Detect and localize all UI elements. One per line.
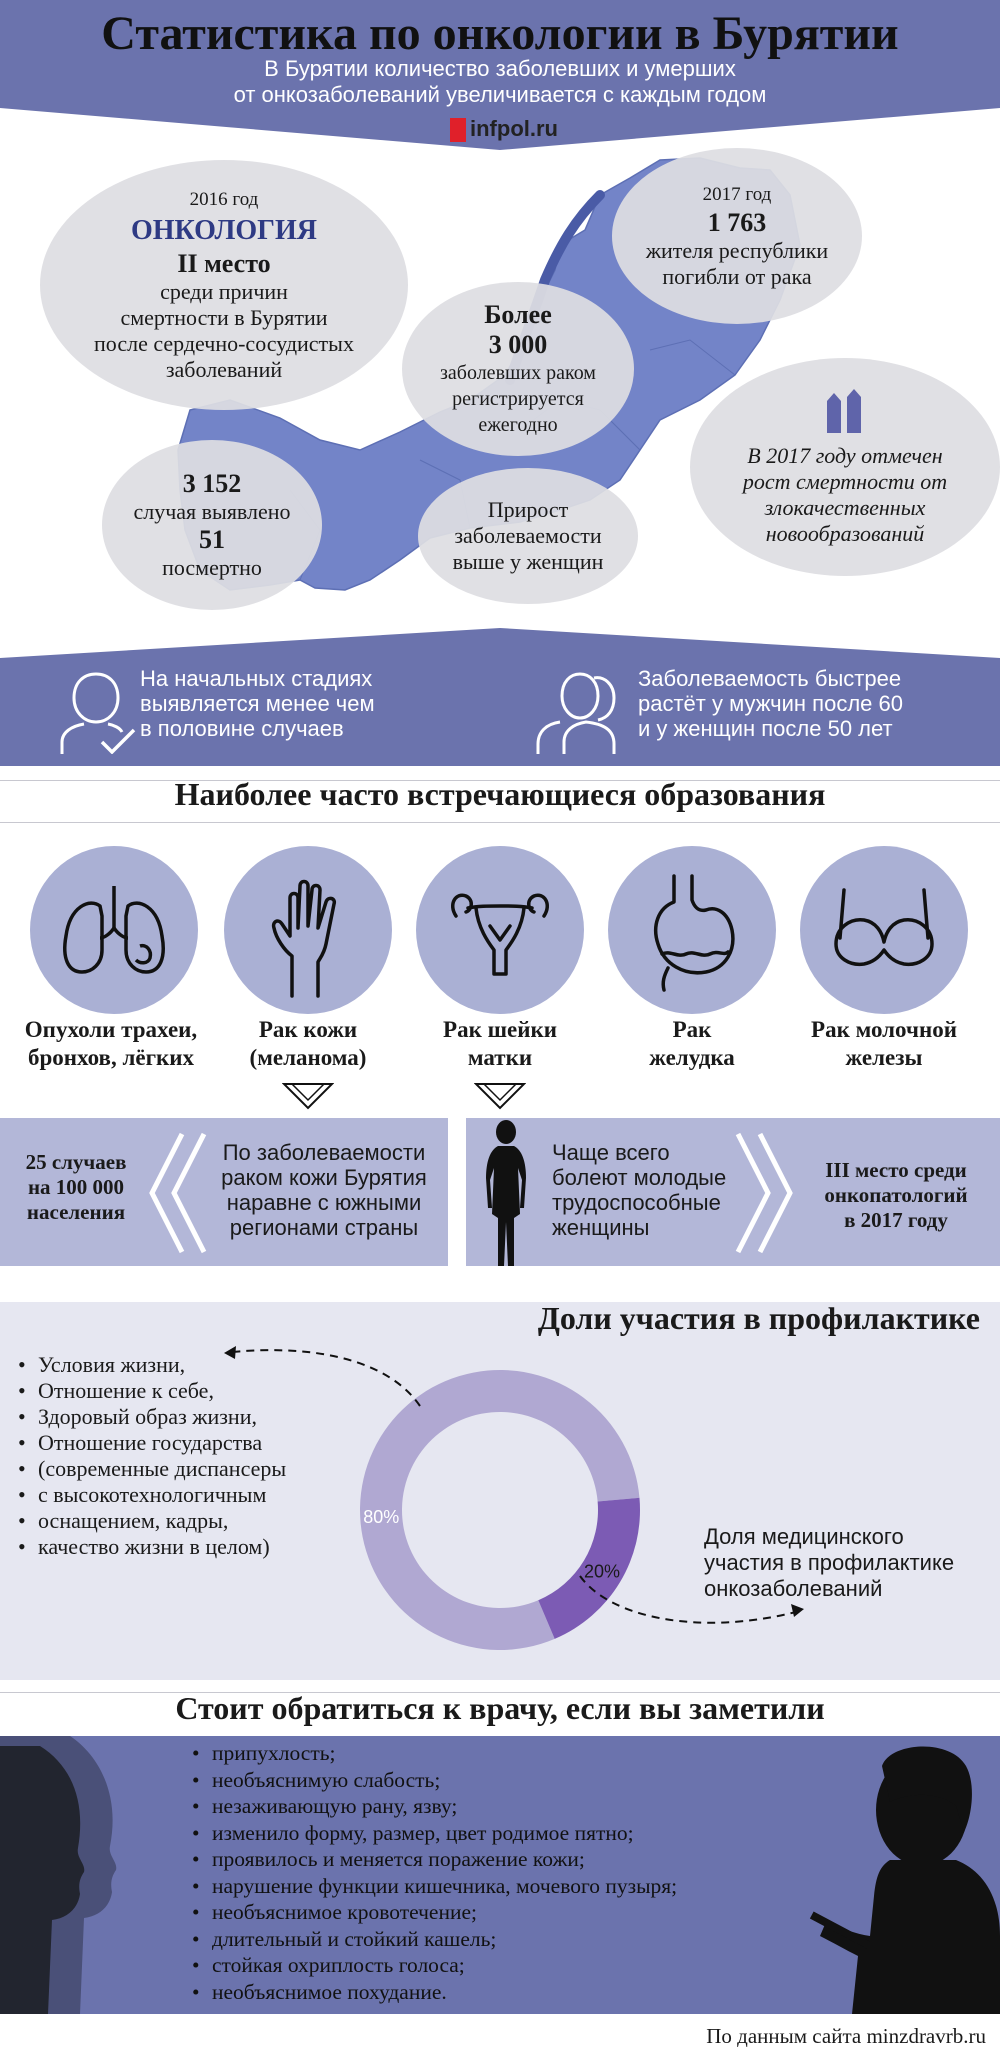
band-right-line2: растёт у мужчин после 60 xyxy=(638,691,903,716)
band-left-line2: выявляется менее чем xyxy=(140,691,375,716)
profile-silhouettes-icon xyxy=(0,1736,150,2014)
mortality-growth-bubble: В 2017 году отмечен рост смертности от злокачественных новообразований xyxy=(690,358,1000,576)
band-left-line3: в половине случаев xyxy=(140,716,344,741)
chevron-right-icon xyxy=(732,1130,796,1256)
list-item: • длительный и стойкий кашель; xyxy=(190,1926,830,1953)
list-item: • с высокотехнологичным xyxy=(16,1482,386,1508)
deaths-2017-bubble: 2017 год 1 763 жителя республики погибли от рака xyxy=(612,148,862,324)
symptom-list xyxy=(190,1740,830,2005)
uterus-icon-circle xyxy=(416,846,584,1014)
infpol-logo[interactable]: infpol.ru xyxy=(450,116,560,144)
lungs-icon-circle xyxy=(30,846,198,1014)
cervix-rank: III место среди онкопатологий в 2017 году xyxy=(824,1158,968,1232)
oncology-rank-bubble: 2016 год ОНКОЛОГИЯ II место среди причин смертности в Бурятии после сердечно-сосудистых заболеваний xyxy=(40,160,408,410)
growth-chart-icon xyxy=(825,387,865,433)
women-growth-bubble: Прирост заболеваемости выше у женщин xyxy=(418,468,638,604)
person-check-icon xyxy=(56,668,136,754)
hand-icon xyxy=(224,846,392,1014)
list-item: • (современные диспансеры xyxy=(16,1456,386,1482)
uterus-icon xyxy=(416,846,584,1014)
list-item: • изменило форму, размер, цвет родимое пятно; xyxy=(190,1820,830,1847)
list-item: • нарушение функции кишечника, мочевого пузыря; xyxy=(190,1873,830,1900)
registered-cases-bubble: Более 3 000 заболевших раком регистрируется ежегодно xyxy=(402,282,634,456)
info-band xyxy=(0,658,1000,766)
chevron-left-icon xyxy=(146,1130,210,1256)
prevention-title: Доли участия в профилактике xyxy=(537,1300,980,1336)
list-item: • необъяснимое похудание. xyxy=(190,1979,830,2006)
band-right-line3: и у женщин после 50 лет xyxy=(638,716,893,741)
list-item: • Условия жизни, xyxy=(16,1352,386,1378)
list-item: • Отношение к себе, xyxy=(16,1378,386,1404)
list-item: • качество жизни в целом) xyxy=(16,1534,386,1560)
divider xyxy=(0,822,1000,823)
skin-note: По заболеваемости раком кожи Бурятия наравне с южными регионами страны xyxy=(221,1140,427,1240)
band-left-line1: На начальных стадиях xyxy=(140,666,373,691)
hand-icon-circle xyxy=(224,846,392,1014)
pointer-cervix xyxy=(474,1082,526,1110)
tumor-label-breast: Рак молочной железы xyxy=(811,1017,957,1070)
page-title: Статистика по онкологии в Бурятии xyxy=(101,7,899,60)
band-right-line1: Заболеваемость быстрее xyxy=(638,666,902,691)
band-top-edge xyxy=(0,624,1000,660)
bra-icon-circle xyxy=(800,846,968,1014)
list-item: • Отношение государства xyxy=(16,1430,386,1456)
stomach-icon xyxy=(608,846,776,1014)
tumor-label-cervix: Рак шейки матки xyxy=(443,1017,557,1070)
list-item: • необъяснимое кровотечение; xyxy=(190,1899,830,1926)
list-item: • Здоровый образ жизни, xyxy=(16,1404,386,1430)
page-subtitle: В Бурятии количество заболевших и умерших от онкозаболеваний увеличивается с каждым годом xyxy=(233,56,767,107)
stomach-icon-circle xyxy=(608,846,776,1014)
list-item: • незаживающую рану, язву; xyxy=(190,1793,830,1820)
tumor-label-stomach: Рак желудка xyxy=(649,1017,735,1070)
list-item: • необъяснимую слабость; xyxy=(190,1767,830,1794)
detected-cases-bubble: 3 152 случая выявлено 51 посмертно xyxy=(102,440,322,610)
skin-rate: 25 случаев на 100 000 населения xyxy=(25,1150,127,1224)
couple-icon xyxy=(534,668,624,754)
cervix-note: Чаще всего болеют молодые трудоспособные женщины xyxy=(552,1140,727,1240)
tumor-label-lungs: Опухоли трахеи, бронхов, лёгких xyxy=(24,1017,198,1070)
list-item: • припухлость; xyxy=(190,1740,830,1767)
donut-label-major: 80% xyxy=(363,1507,400,1528)
medical-share-text: Доля медицинского участия в профилактике онкозаболеваний xyxy=(704,1524,955,1601)
lungs-icon xyxy=(30,846,198,1014)
source-credit: По данным сайта minzdravrb.ru xyxy=(706,2024,986,2048)
list-item: • стойкая охриплость голоса; xyxy=(190,1952,830,1979)
woman-silhouette-icon xyxy=(476,1118,536,1266)
tumor-label-skin: Рак кожи (меланома) xyxy=(249,1017,367,1070)
doctor-section-title: Стоит обратиться к врачу, если вы заметили xyxy=(175,1690,825,1726)
pointer-skin xyxy=(282,1082,334,1110)
donut-label-minor: 20% xyxy=(583,1561,621,1582)
common-section-title: Наиболее часто встречающиеся образования xyxy=(174,776,826,812)
list-item: • проявилось и меняется поражение кожи; xyxy=(190,1846,830,1873)
list-item: • оснащением, кадры, xyxy=(16,1508,386,1534)
bra-icon xyxy=(800,846,968,1014)
arrow-to-factors xyxy=(220,1334,430,1414)
